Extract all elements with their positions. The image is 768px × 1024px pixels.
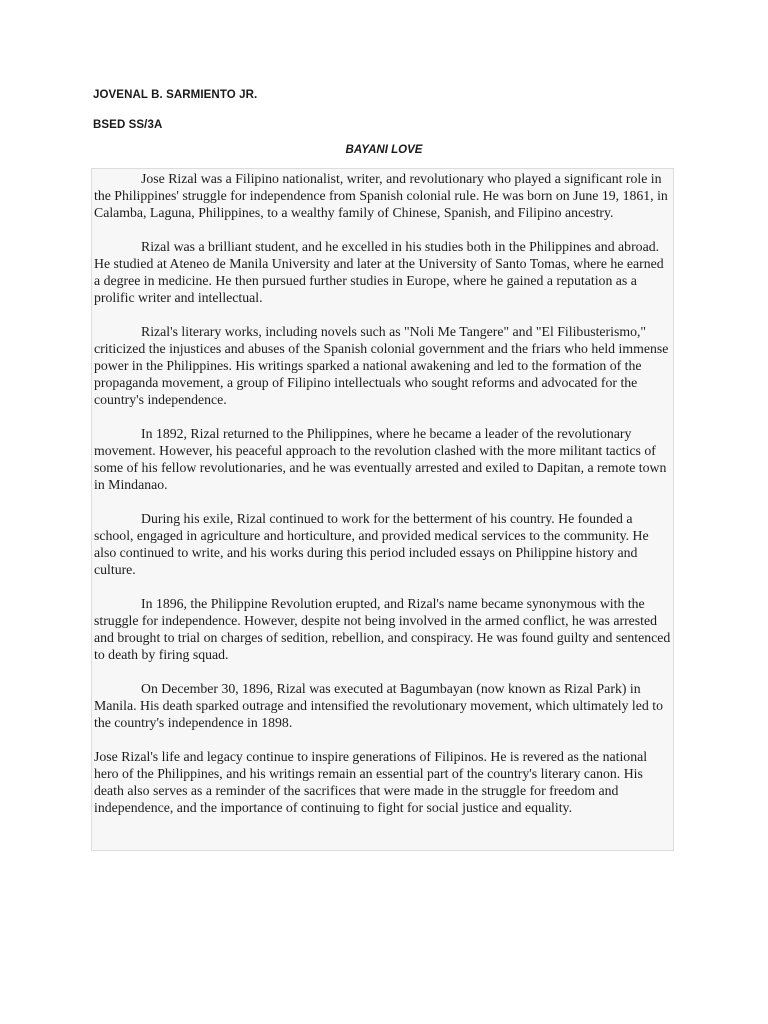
essay-paragraph-4: In 1892, Rizal returned to the Philippines, where he became a leader of the revolutionary movement. However, his peaceful approach to the revolution clashed with the more militant tactics of some of his fellow revolutionaries, and he was eventually arrested and exiled to Dapitan, a remote town in Mindanao.	[94, 426, 667, 492]
essay-paragraph-2: Rizal was a brilliant student, and he excelled in his studies both in the Philippines and abroad. He studied at Ateneo de Manila University and later at the University of Santo Tomas, where he earned a degree in medicine. He then pursued further studies in Europe, where he gained a reputation as a prolific writer and intellectual.	[94, 239, 664, 305]
author-name: JOVENAL B. SARMIENTO JR.	[93, 89, 258, 101]
essay-paragraph-3: Rizal's literary works, including novels such as "Noli Me Tangere" and "El Filibusterismo," criticized the injustices and abuses of the Spanish colonial government and the friars who held immense power in the Philippines. His writings sparked a national awakening and led to the formation of the propaganda movement, a group of Filipino intellectuals who sought reforms and advocated for the country's independence.	[94, 324, 669, 407]
course-section: BSED SS/3A	[93, 119, 163, 131]
essay-body	[91, 168, 674, 851]
essay-paragraph-5: During his exile, Rizal continued to work for the betterment of his country. He founded a school, engaged in agriculture and horticulture, and provided medical services to the community. He also continued to write, and his works during this period included essays on Philippine history and culture.	[94, 511, 649, 577]
essay-paragraph-7: On December 30, 1896, Rizal was executed at Bagumbayan (now known as Rizal Park) in Manila. His death sparked outrage and intensified the revolutionary movement, which ultimately led to the country's independence in 1898.	[94, 681, 663, 730]
essay-paragraph-1: Jose Rizal was a Filipino nationalist, writer, and revolutionary who played a significant role in the Philippines' struggle for independence from Spanish colonial rule. He was born on June 19, 1861, in Calamba, Laguna, Philippines, to a wealthy family of Chinese, Spanish, and Filipino ancestry.	[94, 171, 668, 220]
essay-paragraph-6: In 1896, the Philippine Revolution erupted, and Rizal's name became synonymous with the struggle for independence. However, despite not being involved in the armed conflict, he was arrested and brought to trial on charges of sedition, rebellion, and conspiracy. He was found guilty and sentenced to death by firing squad.	[94, 596, 671, 662]
essay-paragraph-8: Jose Rizal's life and legacy continue to inspire generations of Filipinos. He is revered as the national hero of the Philippines, and his writings remain an essential part of the country's literary canon. His death also serves as a reminder of the sacrifices that were made in the struggle for freedom and independence, and the importance of continuing to fight for social justice and equality.	[94, 749, 648, 815]
essay-title: BAYANI LOVE	[345, 144, 423, 156]
